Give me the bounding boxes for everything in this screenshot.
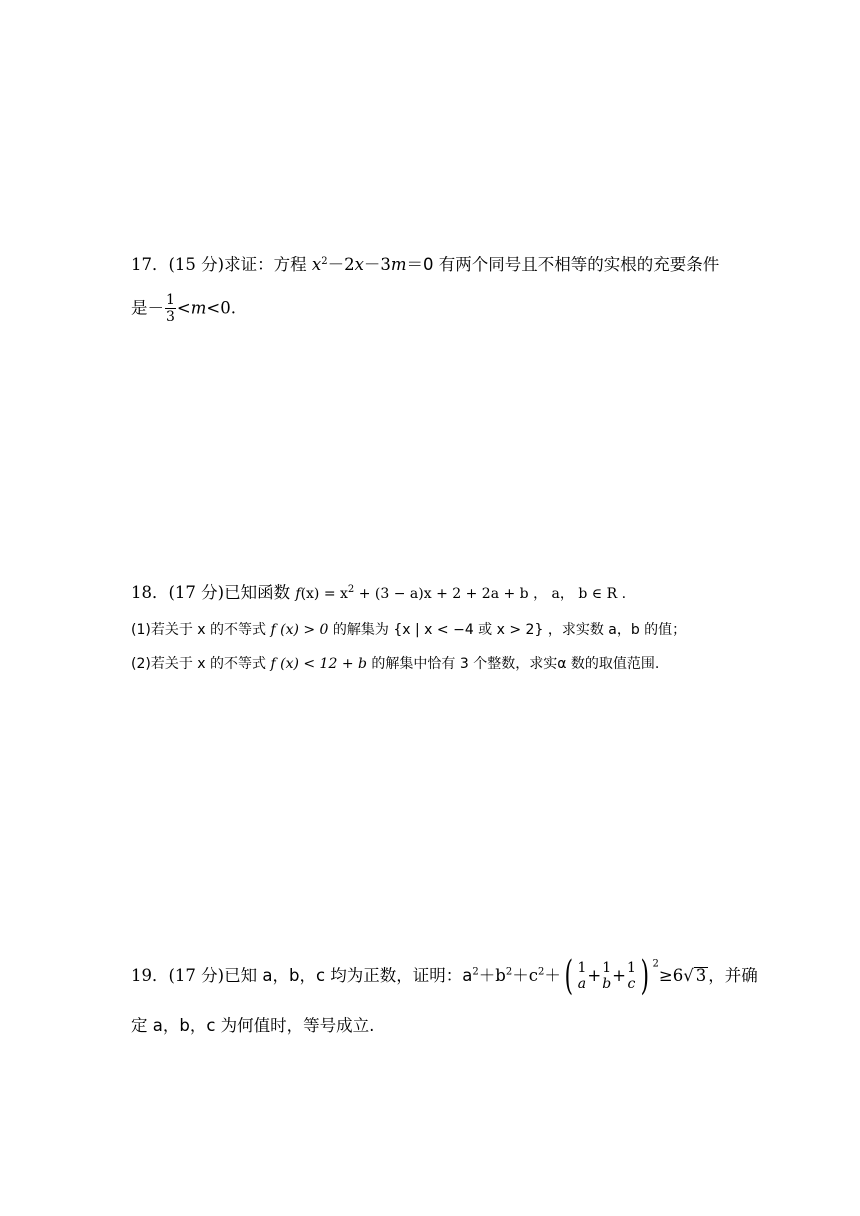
- math-text: ＋: [544, 965, 561, 985]
- left-paren: (: [564, 953, 573, 999]
- math-text: +: [612, 965, 626, 985]
- problem-text: 的解集中恰有 3 个整数，求实α 数的取值范围.: [366, 656, 660, 672]
- math-var: x: [354, 255, 364, 274]
- problem-text: 是－: [131, 298, 164, 318]
- fraction: [627, 960, 636, 992]
- math-text: + (3 − a)x + 2 + 2a + b ，: [354, 586, 548, 602]
- problem-18-part-2: [131, 657, 659, 671]
- fraction: [165, 292, 176, 325]
- problem-score: (15 分): [168, 255, 225, 274]
- sqrt-symbol: √: [683, 965, 694, 985]
- math-exponent: 2: [321, 256, 328, 267]
- math-exponent: 2: [472, 966, 479, 978]
- math-var: m: [190, 298, 207, 318]
- problem-text: ，并确: [708, 965, 758, 985]
- math-text: －2: [327, 255, 355, 274]
- problem-19-line-2: [131, 1018, 374, 1035]
- math-text: －3: [363, 255, 391, 274]
- right-paren: ): [640, 953, 650, 999]
- problem-score: (17 分): [168, 965, 225, 985]
- math-text: (x) = x: [300, 586, 348, 602]
- math-text: +: [587, 965, 602, 985]
- math-var: m: [390, 255, 407, 274]
- math-text: ＋b: [478, 965, 506, 985]
- math-inequality: f (x) < 12 + b: [270, 656, 367, 672]
- problem-text: (2)若关于 x 的不等式: [131, 656, 271, 672]
- math-exponent: 2: [505, 966, 513, 978]
- fraction-numerator: 1: [577, 959, 587, 976]
- math-var: x: [311, 255, 322, 274]
- math-var: f: [295, 586, 301, 602]
- problem-18-part-1: [131, 623, 686, 637]
- problem-17-line-2: [131, 292, 236, 325]
- problem-score: (17 分): [168, 583, 225, 602]
- fraction-denominator: b: [602, 976, 612, 992]
- fraction: [602, 960, 611, 992]
- problem-text: 已知函数: [224, 583, 296, 602]
- fraction-numerator: 1: [166, 292, 175, 308]
- fraction-denominator: c: [627, 976, 636, 992]
- fraction-numerator: 1: [626, 959, 636, 976]
- problem-18-stem: [131, 585, 626, 602]
- math-text: <: [176, 298, 191, 318]
- fraction: [577, 960, 586, 992]
- math-text: <0.: [206, 298, 236, 318]
- fraction-denominator: a: [577, 976, 587, 992]
- problem-17-line-1: [131, 257, 719, 274]
- math-exponent: 2: [652, 958, 659, 970]
- problem-text: 定 a，b，c 为何值时，等号成立.: [131, 1016, 375, 1035]
- problem-number: 18．: [131, 583, 169, 602]
- reciprocal-sum: [576, 960, 636, 992]
- problem-text: 已知 a，b，c 均为正数，证明：a: [224, 965, 473, 985]
- math-text: ＋c: [512, 965, 538, 985]
- math-inequality: f (x) > 0: [270, 622, 329, 638]
- problem-text: ＝0 有两个同号且不相等的实根的充要条件: [406, 255, 720, 274]
- math-exponent: 2: [537, 966, 545, 978]
- fraction-denominator: 3: [166, 309, 175, 326]
- fraction-numerator: 1: [602, 959, 612, 976]
- problem-text: 的解集为 {x | x < −4 或 x > 2} ，求实数 a，b 的值；: [328, 622, 687, 638]
- math-text: a， b ∈ R .: [547, 586, 627, 602]
- problem-number: 17．: [131, 255, 169, 274]
- problem-text: (1)若关于 x 的不等式: [131, 622, 271, 638]
- problem-number: 19．: [131, 965, 169, 985]
- problem-text: 求证：方程: [224, 255, 312, 274]
- problem-19-line-1: [131, 953, 758, 999]
- math-exponent: 2: [347, 584, 355, 595]
- math-text: ≥6: [658, 965, 684, 985]
- sqrt-radicand: 3: [695, 966, 707, 986]
